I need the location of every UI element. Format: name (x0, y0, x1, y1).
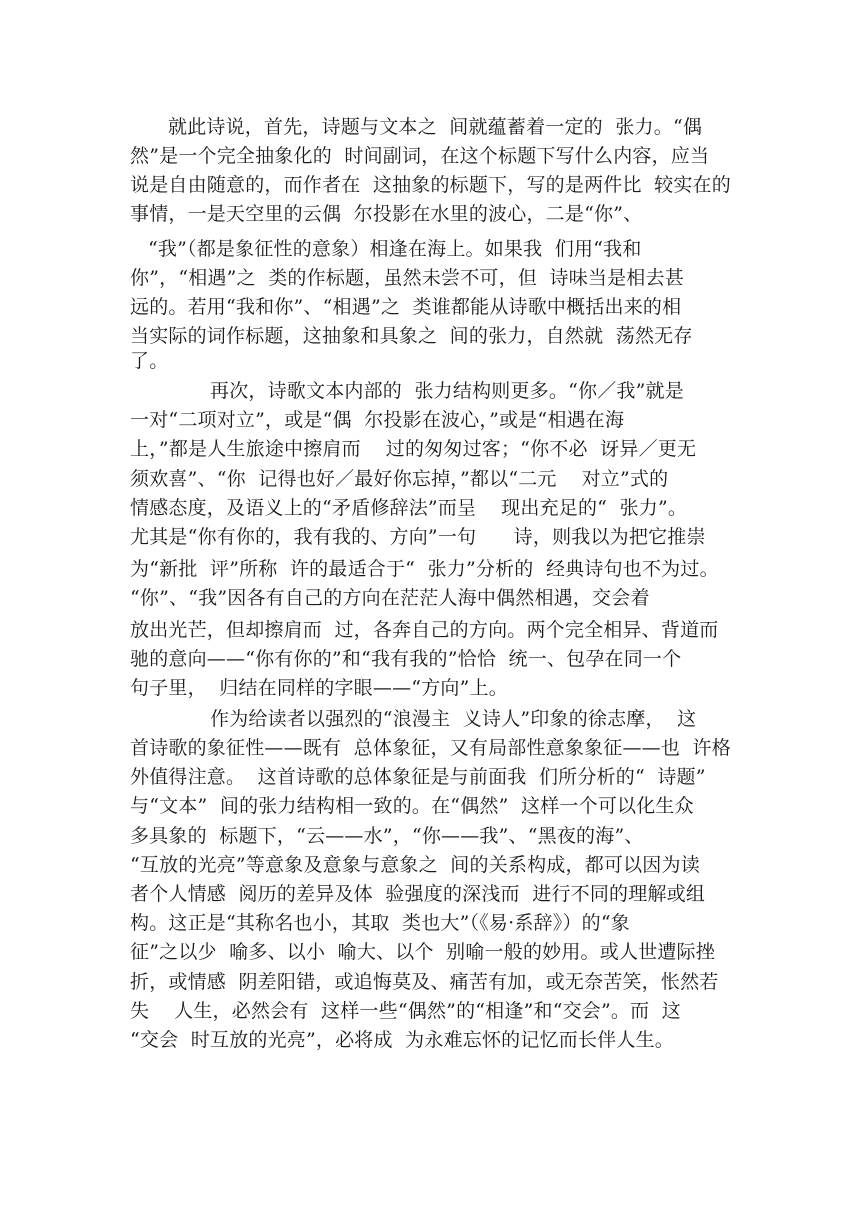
text-line: 事情，一是天空里的云偶 尔投影在水里的波心，二是“你”、 (130, 203, 643, 225)
text-line: 就此诗说，首先，诗题与文本之 间就蕴蓄着一定的 张力。“偶 (168, 116, 703, 138)
text-line: 当实际的词作标题，这抽象和具象之 间的张力，自然就 荡然无存 (130, 325, 693, 347)
text-line: 构。这正是“其称名也小，其取 类也大”（《易·系辞》）的“象 (130, 912, 630, 934)
text-line: 多具象的 标题下，“云——水”，“你——我”、“黑夜的海”、 (130, 825, 644, 847)
text-line: 然”是一个完全抽象化的 时间副词，在这个标题下写什么内容，应当 (130, 145, 710, 167)
text-line: 外值得注意。 这首诗歌的总体象征是与前面我 们所分析的“ 诗题” (130, 766, 706, 788)
text-line: 说是自由随意的，而作者在 这抽象的标题下，写的是两件比 较实在的 (130, 174, 731, 196)
text-line: 征”之以少 喻多、以小 喻大、以个 别喻一般的妙用。或人世遭际挫 (130, 941, 715, 963)
text-line: 上，”都是人生旅途中擦肩而 过的匆匆过客；“你不必 讶异／更无 (130, 438, 697, 460)
text-line: 情感态度，及语义上的“矛盾修辞法”而呈 现出充足的“ 张力”。 (130, 497, 688, 519)
text-line: “交会 时互放的光亮”，必将成 为永难忘怀的记忆而长伴人生。 (130, 1029, 674, 1051)
text-line: 你”，“相遇”之 类的作标题，虽然未尝不可，但 诗味当是相去甚 (130, 267, 684, 289)
text-line: 了。 (130, 350, 169, 372)
text-line: 与“文本” 间的张力结构相一致的。在“偶然” 这样一个可以化生众 (130, 795, 694, 817)
text-line: 尤其是“你有你的，我有我的、方向”一句 诗，则我以为把它推崇 (130, 526, 706, 548)
text-line: “你”、“我”因各有自己的方向在茫茫人海中偶然相遇，交会着 (130, 587, 650, 609)
text-line: 放出光芒，但却擦肩而 过，各奔自己的方向。两个完全相异、背道而 (130, 619, 719, 641)
text-line: 一对“二项对立”，或是“偶 尔投影在波心，”或是“相遇在海 (130, 409, 625, 431)
text-line: 驰的意向——“你有你的”和“我有我的”恰恰 统一、包孕在同一个 (130, 648, 682, 670)
text-line: 失 人生，必然会有 这样一些“偶然”的“相逢”和“交会”。而 这 (130, 1000, 681, 1022)
text-line: 须欢喜”、“你 记得也好／最好你忘掉，”都以“二元 对立”式的 (130, 468, 669, 490)
text-line: 首诗歌的象征性——既有 总体象征，又有局部性意象象征——也 许格 (130, 737, 731, 759)
text-line: 者个人情感 阅历的差异及体 验强度的深浅而 进行不同的理解或组 (130, 883, 706, 905)
text-line: 再次，诗歌文本内部的 张力结构则更多。“你／我”就是 (210, 380, 684, 402)
text-line: 折，或情感 阴差阳错，或追悔莫及、痛苦有加，或无奈苦笑，怅然若 (130, 971, 719, 993)
text-line: 远的。若用“我和你”、“相遇”之 类谁都能从诗歌中概括出来的相 (130, 296, 682, 318)
text-line: 作为给读者以强烈的“浪漫主 义诗人”印象的徐志摩， 这 (210, 708, 697, 730)
text-line: 句子里， 归结在同样的字眼——“方向”上。 (130, 677, 508, 699)
text-line: 为“新批 评”所称 许的最适合于“ 张力”分析的 经典诗句也不为过。 (130, 558, 719, 580)
text-line: “我”（都是象征性的意象）相逢在海上。如果我 们用“我和 (148, 238, 642, 260)
text-line: “互放的光亮”等意象及意象与意象之 间的关系构成，都可以因为读 (130, 854, 700, 876)
